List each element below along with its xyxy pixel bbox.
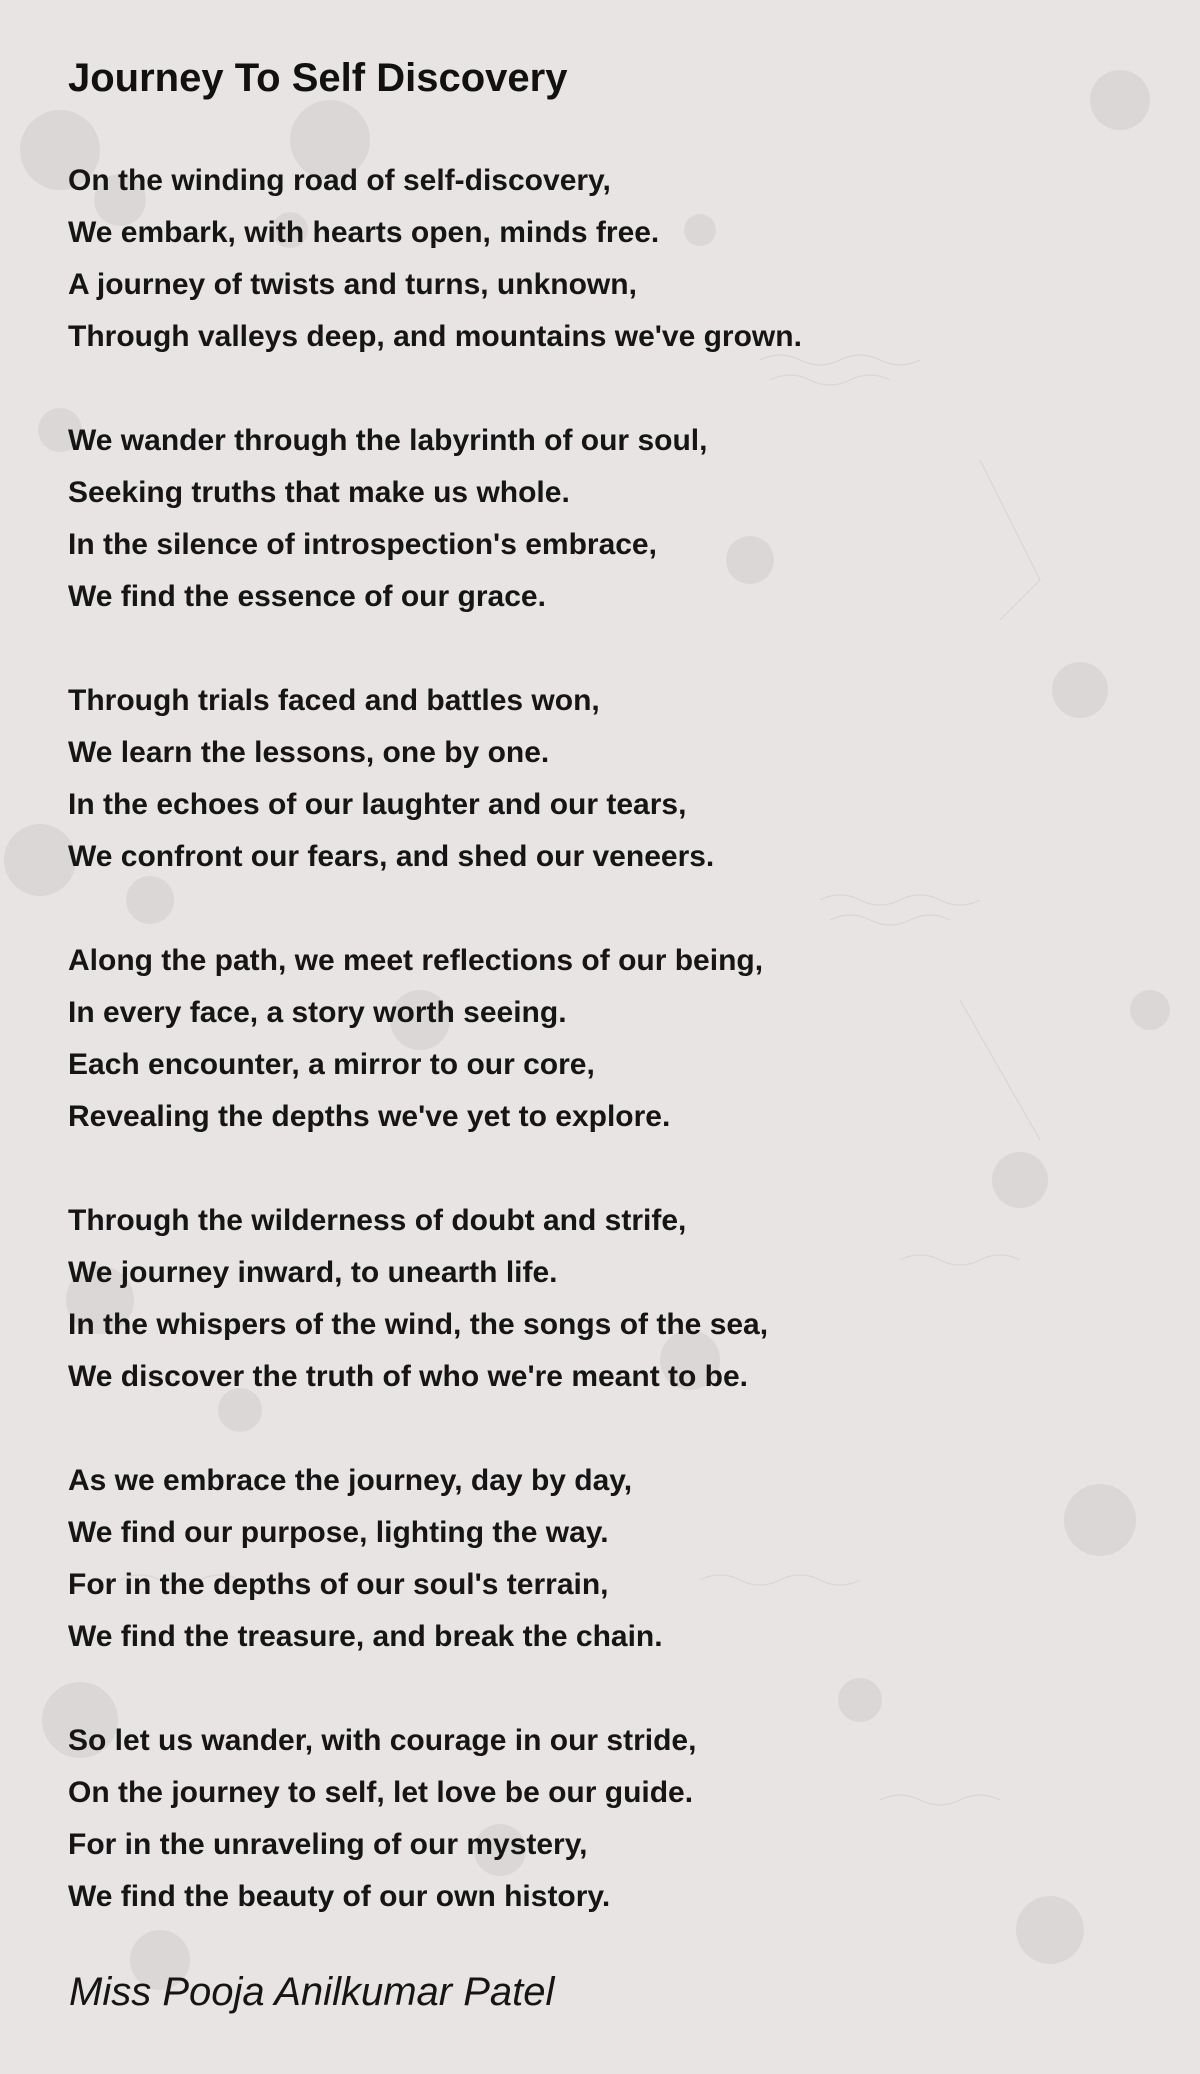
poem-line: We find the treasure, and break the chain. [68, 1620, 663, 1653]
poem-line: On the journey to self, let love be our guide. [68, 1776, 694, 1809]
poem-line: For in the unraveling of our mystery, [68, 1828, 588, 1861]
poem-line: A journey of twists and turns, unknown, [68, 268, 637, 301]
poem-line: We embark, with hearts open, minds free. [68, 216, 660, 249]
poem-line: In the silence of introspection's embrace, [68, 528, 657, 561]
poem-line: We confront our fears, and shed our veneers. [68, 840, 715, 873]
poem-line: We learn the lessons, one by one. [68, 736, 550, 769]
poem-line: So let us wander, with courage in our stride, [68, 1724, 697, 1757]
poem-line: We wander through the labyrinth of our soul, [68, 424, 708, 457]
poem-line: For in the depths of our soul's terrain, [68, 1568, 609, 1601]
poem-line: Through the wilderness of doubt and strife, [68, 1204, 687, 1237]
stanza-6 [68, 1455, 1148, 1663]
stanza-1 [68, 155, 1148, 363]
poem-body [68, 155, 1148, 1923]
poem-line: Each encounter, a mirror to our core, [68, 1048, 595, 1081]
poem-line: In the echoes of our laughter and our tears, [68, 788, 687, 821]
poem-line: As we embrace the journey, day by day, [68, 1464, 633, 1497]
poem-line: In the whispers of the wind, the songs of the sea, [68, 1308, 769, 1341]
poem-line: Through trials faced and battles won, [68, 684, 600, 717]
poem-line: We find the essence of our grace. [68, 580, 546, 613]
poem-line: Through valleys deep, and mountains we've grown. [68, 320, 802, 353]
stanza-2 [68, 415, 1148, 623]
poem-line: On the winding road of self-discovery, [68, 164, 611, 197]
poem-author: Miss Pooja Anilkumar Patel [69, 1970, 555, 2014]
poem-line: We find the beauty of our own history. [68, 1880, 611, 1913]
stanza-4 [68, 935, 1148, 1143]
poem-line: In every face, a story worth seeing. [68, 996, 567, 1029]
stanza-5 [68, 1195, 1148, 1403]
poem-line: Along the path, we meet reflections of our being, [68, 944, 764, 977]
stanza-7 [68, 1715, 1148, 1923]
poem-line: We discover the truth of who we're meant to be. [68, 1360, 749, 1393]
stanza-3 [68, 675, 1148, 883]
poem-line: Revealing the depths we've yet to explore. [68, 1100, 671, 1133]
poem-line: Seeking truths that make us whole. [68, 476, 570, 509]
poem-line: We journey inward, to unearth life. [68, 1256, 558, 1289]
poem-title: Journey To Self Discovery [68, 56, 568, 100]
poem-line: We find our purpose, lighting the way. [68, 1516, 609, 1549]
poem-page [68, 54, 1148, 1923]
